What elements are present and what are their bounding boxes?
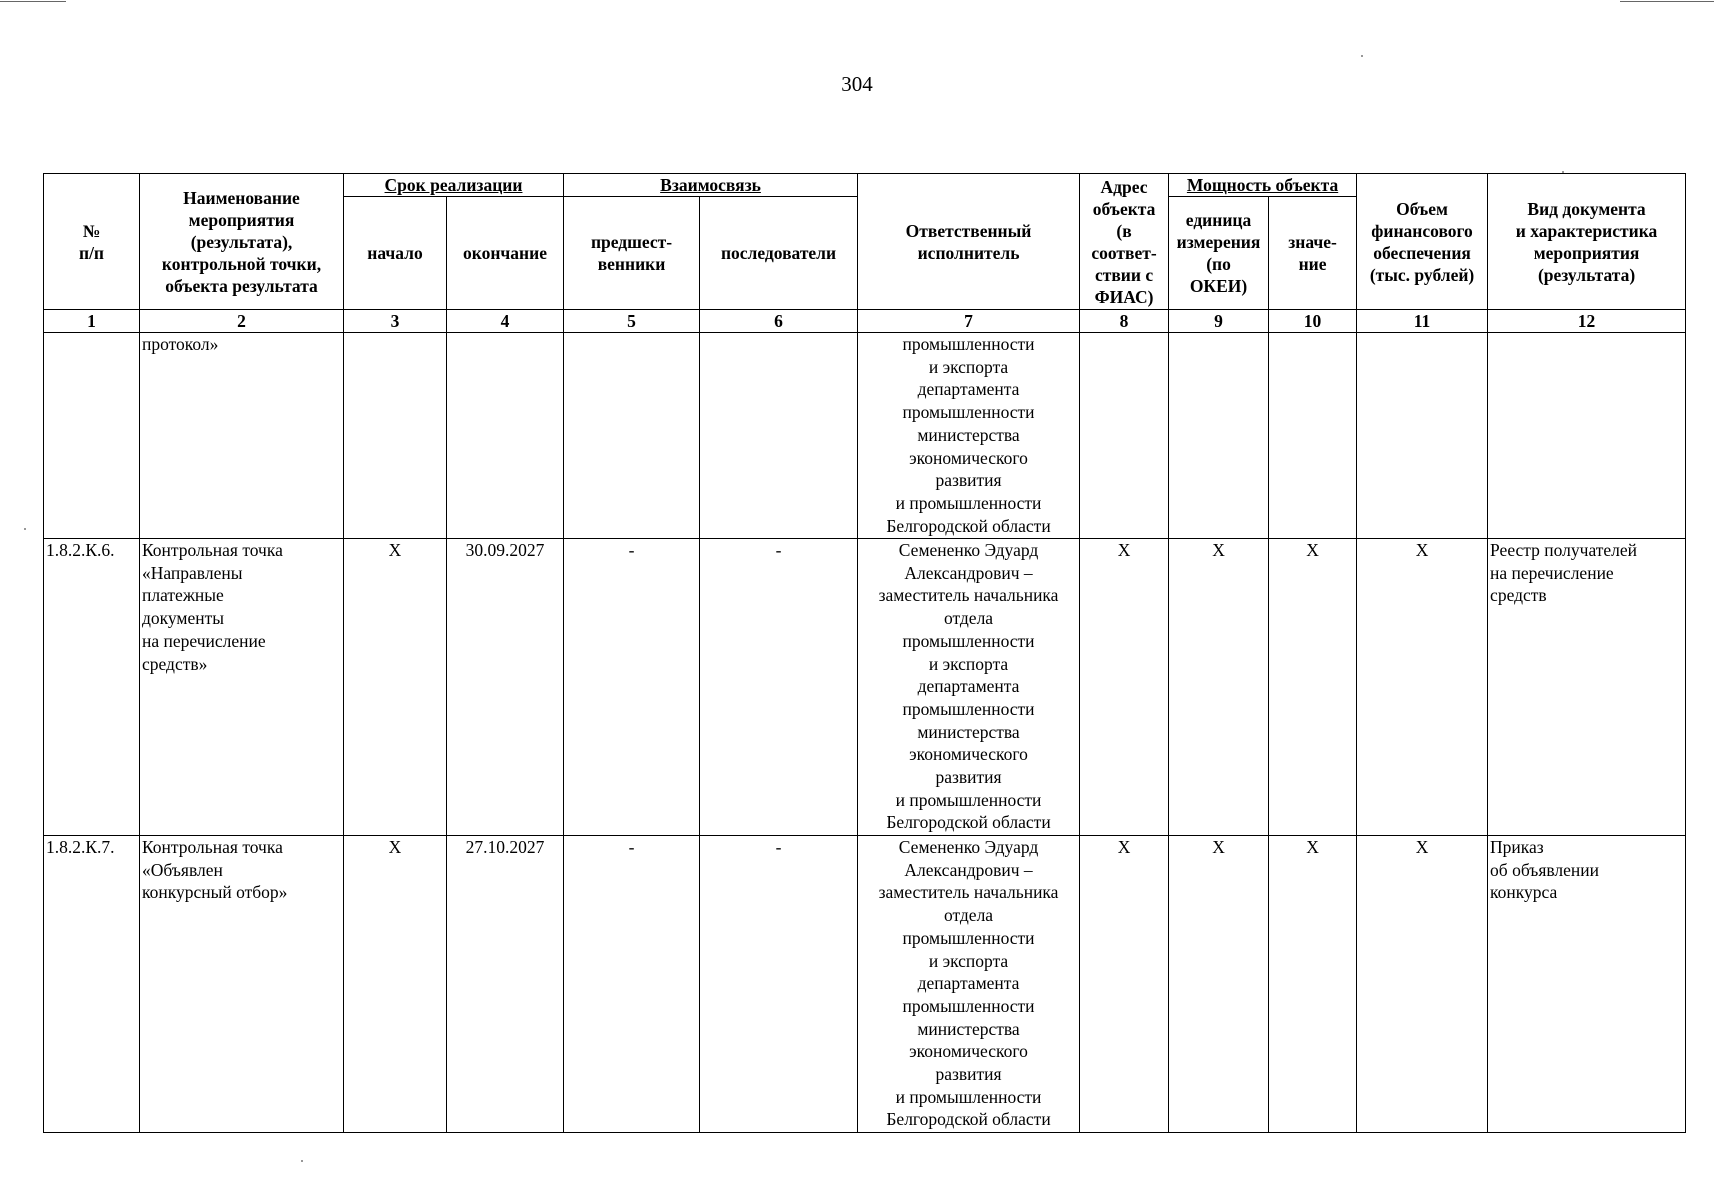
cell-unit — [1169, 333, 1269, 539]
scan-speck — [301, 1160, 303, 1162]
cell-address: X — [1080, 836, 1169, 1133]
table-row — [44, 836, 1686, 1133]
header-address: Адрес объекта (в соответ- ствии с ФИАС) — [1080, 174, 1169, 310]
cell-id: 1.8.2.К.7. — [44, 836, 140, 1133]
plan-table — [43, 173, 1686, 1133]
cell-unit: X — [1169, 836, 1269, 1133]
cell-successors: - — [700, 539, 858, 836]
column-number: 2 — [140, 310, 344, 333]
cell-predecessors: - — [564, 539, 700, 836]
cell-funding — [1357, 333, 1488, 539]
cell-id — [44, 333, 140, 539]
cell-value: X — [1269, 836, 1357, 1133]
column-number-row — [44, 310, 1686, 333]
scan-edge-line-right — [1620, 1, 1714, 2]
column-number: 5 — [564, 310, 700, 333]
header-start: начало — [344, 197, 447, 310]
header-capacity-group: Мощность объекта — [1169, 174, 1357, 197]
column-number: 11 — [1357, 310, 1488, 333]
table-body — [44, 333, 1686, 1133]
header-value: значе- ние — [1269, 197, 1357, 310]
cell-predecessors: - — [564, 836, 700, 1133]
cell-end: 27.10.2027 — [447, 836, 564, 1133]
header-doc-type: Вид документа и характеристика мероприятия (результата) — [1488, 174, 1686, 310]
header-end: окончание — [447, 197, 564, 310]
cell-name: Контрольная точка «Направлены платежные документы на перечисление средств» — [140, 539, 344, 836]
cell-responsible: Семененко Эдуард Александрович – заместитель начальника отдела промышленности и экспорта департамента промышленности министерства экономического развития и промышленности Белгородской области — [858, 539, 1080, 836]
cell-doc-type: Приказ об объявлении конкурса — [1488, 836, 1686, 1133]
page-number: 304 — [841, 72, 873, 96]
cell-name: протокол» — [140, 333, 344, 539]
table-row — [44, 333, 1686, 539]
table-row — [44, 539, 1686, 836]
cell-id: 1.8.2.К.6. — [44, 539, 140, 836]
cell-start — [344, 333, 447, 539]
cell-start: X — [344, 539, 447, 836]
header-predecessors: предшест- венники — [564, 197, 700, 310]
column-number: 8 — [1080, 310, 1169, 333]
column-number: 7 — [858, 310, 1080, 333]
cell-address: X — [1080, 539, 1169, 836]
column-number: 6 — [700, 310, 858, 333]
cell-end: 30.09.2027 — [447, 539, 564, 836]
cell-responsible: промышленности и экспорта департамента промышленности министерства экономического развития и промышленности Белгородской области — [858, 333, 1080, 539]
cell-funding: X — [1357, 539, 1488, 836]
cell-unit: X — [1169, 539, 1269, 836]
cell-name: Контрольная точка «Объявлен конкурсный отбор» — [140, 836, 344, 1133]
column-number: 4 — [447, 310, 564, 333]
header-successors: последователи — [700, 197, 858, 310]
scan-edge-line-left — [0, 1, 66, 2]
cell-successors — [700, 333, 858, 539]
column-number: 12 — [1488, 310, 1686, 333]
cell-value — [1269, 333, 1357, 539]
cell-doc-type: Реестр получателей на перечисление средств — [1488, 539, 1686, 836]
header-num: № п/п — [44, 174, 140, 310]
header-unit: единица измерения (по ОКЕИ) — [1169, 197, 1269, 310]
cell-end — [447, 333, 564, 539]
cell-predecessors — [564, 333, 700, 539]
cell-responsible: Семененко Эдуард Александрович – заместитель начальника отдела промышленности и экспорта департамента промышленности министерства экономического развития и промышленности Белгородской области — [858, 836, 1080, 1133]
header-link-group: Взаимосвязь — [564, 174, 858, 197]
header-responsible: Ответственный исполнитель — [858, 174, 1080, 310]
cell-doc-type — [1488, 333, 1686, 539]
column-number: 9 — [1169, 310, 1269, 333]
header-name: Наименование мероприятия (результата), контрольной точки, объекта результата — [140, 174, 344, 310]
header-term-group: Срок реализации — [344, 174, 564, 197]
column-number: 10 — [1269, 310, 1357, 333]
header-funding: Объем финансового обеспечения (тыс. рублей) — [1357, 174, 1488, 310]
cell-start: X — [344, 836, 447, 1133]
column-number: 3 — [344, 310, 447, 333]
table-header — [44, 174, 1686, 333]
scan-speck — [1361, 55, 1363, 57]
cell-funding: X — [1357, 836, 1488, 1133]
cell-address — [1080, 333, 1169, 539]
cell-value: X — [1269, 539, 1357, 836]
scan-speck — [24, 528, 26, 530]
cell-successors: - — [700, 836, 858, 1133]
column-number: 1 — [44, 310, 140, 333]
